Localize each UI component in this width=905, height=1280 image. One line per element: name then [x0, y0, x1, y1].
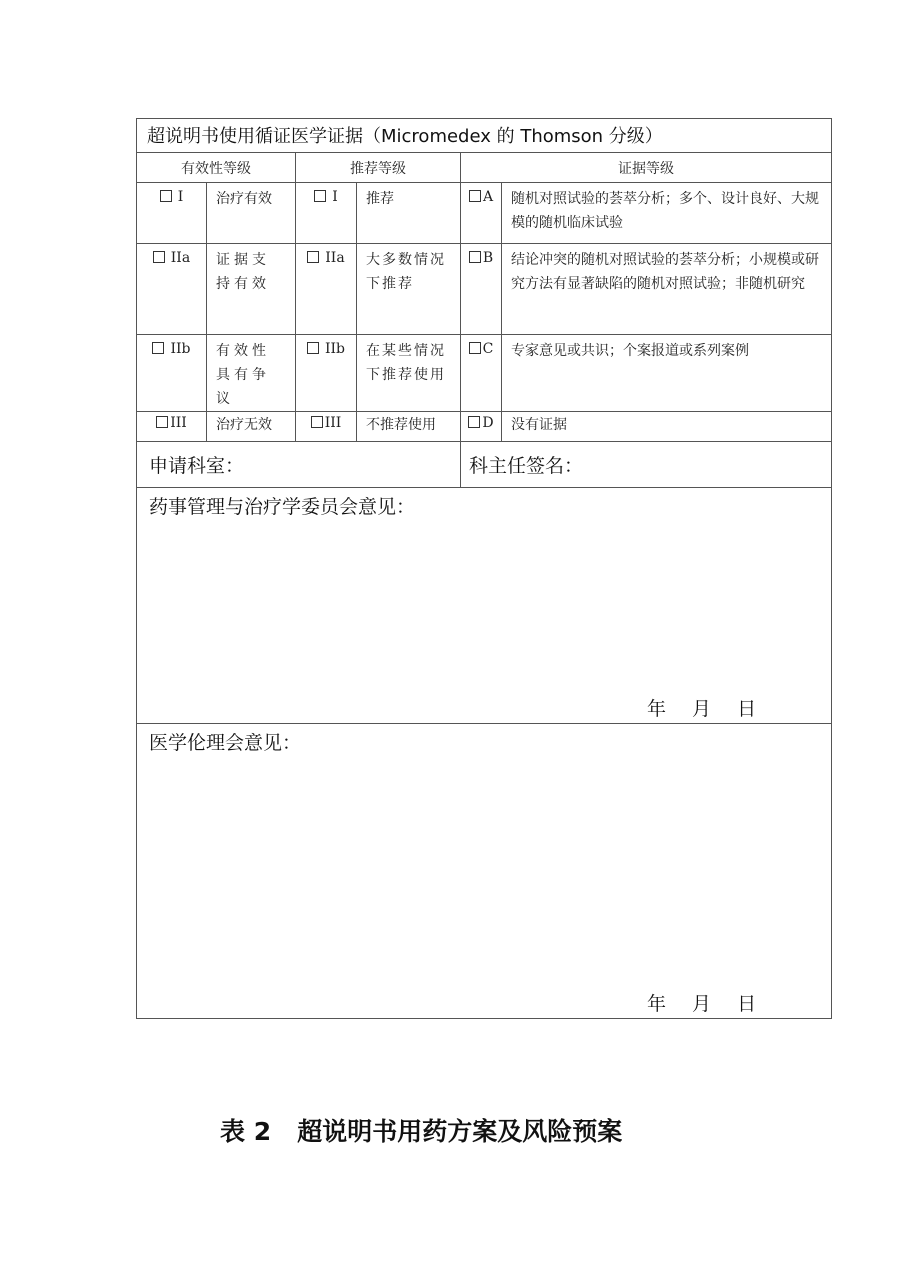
evidence-form-table — [136, 118, 832, 1019]
ethics-committee-opinion[interactable] — [137, 724, 832, 1019]
checkbox-icon[interactable] — [152, 342, 164, 354]
table-row — [137, 244, 832, 335]
recommendation-checkbox-cell[interactable] — [296, 244, 357, 335]
evidence-code: A — [482, 189, 494, 205]
recommendation-text: 大多数情况下推荐 — [357, 244, 461, 335]
checkbox-icon[interactable] — [307, 251, 319, 263]
checkbox-icon[interactable] — [469, 342, 481, 354]
efficacy-code: I — [177, 189, 184, 205]
checkbox-icon[interactable] — [469, 190, 481, 202]
table-title: 超说明书使用循证医学证据（Micromedex 的 Thomson 分级） — [137, 119, 832, 153]
recommendation-code: IIb — [324, 341, 346, 357]
recommendation-text: 推荐 — [357, 183, 461, 244]
efficacy-code: III — [170, 415, 187, 431]
efficacy-text: 有效性具有争议 — [207, 335, 296, 412]
checkbox-icon[interactable] — [311, 416, 323, 428]
efficacy-checkbox-cell[interactable] — [137, 244, 207, 335]
header-efficacy: 有效性等级 — [137, 153, 296, 183]
pharmacy-committee-opinion[interactable] — [137, 488, 832, 724]
checkbox-icon[interactable] — [314, 190, 326, 202]
checkbox-icon[interactable] — [307, 342, 319, 354]
ethics-committee-date: 年 月 日 — [647, 993, 767, 1015]
header-recommendation: 推荐等级 — [296, 153, 461, 183]
header-evidence: 证据等级 — [461, 153, 832, 183]
evidence-text: 没有证据 — [502, 412, 832, 442]
ethics-committee-label: 医学伦理会意见： — [149, 732, 302, 754]
evidence-code: C — [482, 341, 494, 357]
evidence-text: 随机对照试验的荟萃分析；多个、设计良好、大规模的随机临床试验 — [502, 183, 832, 244]
checkbox-icon[interactable] — [468, 416, 480, 428]
evidence-checkbox-cell[interactable] — [461, 412, 502, 442]
recommendation-code: IIa — [325, 250, 345, 266]
recommendation-code: III — [324, 415, 342, 431]
efficacy-code: IIa — [170, 250, 191, 266]
checkbox-icon[interactable] — [153, 251, 165, 263]
applicant-dept-field[interactable]: 申请科室： — [137, 442, 461, 488]
efficacy-text: 证据支持有效 — [207, 244, 296, 335]
checkbox-icon[interactable] — [160, 190, 172, 202]
pharmacy-committee-label: 药事管理与治疗学委员会意见： — [149, 496, 416, 518]
pharmacy-committee-date: 年 月 日 — [647, 698, 767, 720]
evidence-code: D — [482, 415, 494, 431]
evidence-checkbox-cell[interactable] — [461, 183, 502, 244]
recommendation-checkbox-cell[interactable] — [296, 183, 357, 244]
evidence-checkbox-cell[interactable] — [461, 244, 502, 335]
evidence-code: B — [482, 250, 494, 266]
recommendation-text: 不推荐使用 — [357, 412, 461, 442]
recommendation-checkbox-cell[interactable] — [296, 412, 357, 442]
efficacy-code: IIb — [170, 341, 191, 357]
evidence-checkbox-cell[interactable] — [461, 335, 502, 412]
recommendation-code: I — [332, 189, 338, 205]
evidence-text: 专家意见或共识；个案报道或系列案例 — [502, 335, 832, 412]
checkbox-icon[interactable] — [156, 416, 168, 428]
checkbox-icon[interactable] — [469, 251, 481, 263]
efficacy-text: 治疗有效 — [207, 183, 296, 244]
efficacy-text: 治疗无效 — [207, 412, 296, 442]
director-signature-field[interactable]: 科主任签名： — [461, 442, 832, 488]
efficacy-checkbox-cell[interactable] — [137, 412, 207, 442]
table-caption: 表 2 超说明书用药方案及风险预案 — [220, 1117, 623, 1146]
efficacy-checkbox-cell[interactable] — [137, 335, 207, 412]
evidence-text: 结论冲突的随机对照试验的荟萃分析；小规模或研究方法有显著缺陷的随机对照试验；非随机研究 — [502, 244, 832, 335]
recommendation-text: 在某些情况下推荐使用 — [357, 335, 461, 412]
table-row — [137, 335, 832, 412]
efficacy-checkbox-cell[interactable] — [137, 183, 207, 244]
recommendation-checkbox-cell[interactable] — [296, 335, 357, 412]
table-row — [137, 183, 832, 244]
table-row — [137, 412, 832, 442]
